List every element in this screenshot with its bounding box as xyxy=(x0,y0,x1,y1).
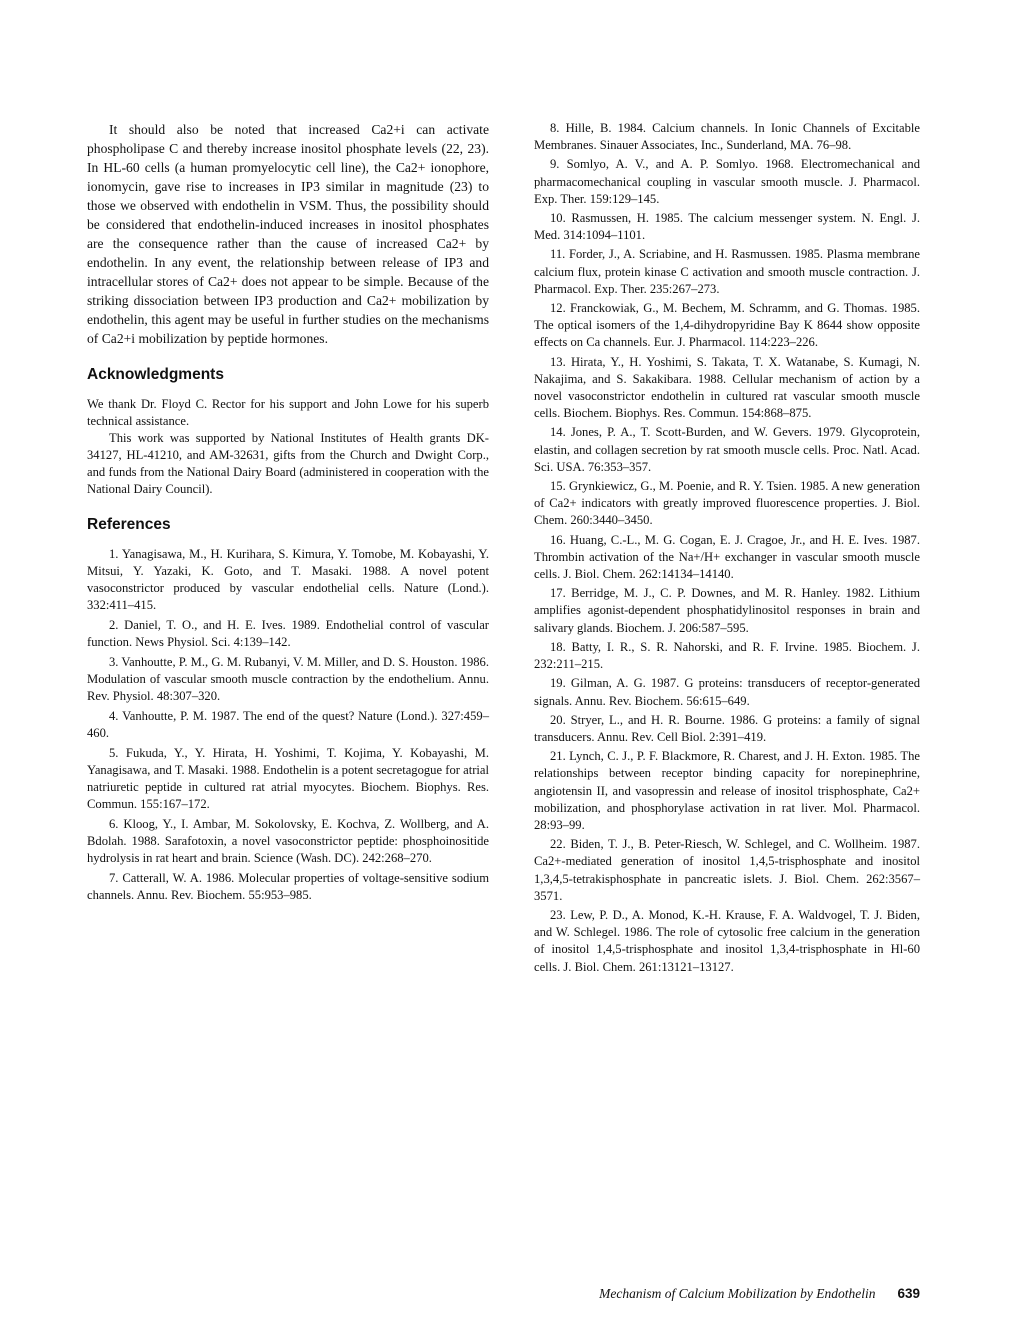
acknowledgments-paragraph: This work was supported by National Institutes of Health grants DK-34127, HL-41210, and AM-32631, gifts from the Church and Dwight Corp., and funds from the National Dairy Board (administered in cooperation with the National Dairy Council). xyxy=(87,431,489,496)
reference-item: 20. Stryer, L., and H. R. Bourne. 1986. G proteins: a family of signal transducers. Annu. Rev. Cell Biol. 2:391–419. xyxy=(534,712,920,744)
page-footer xyxy=(599,1286,920,1302)
reference-item: 13. Hirata, Y., H. Yoshimi, S. Takata, T. X. Watanabe, S. Kumagi, N. Nakajima, and S. Sakakibara. 1988. Cellular mechanism of action by a novel vasoconstrictor endothelin in cultured rat vascular smooth muscle cells. Biochem. Biophys. Res. Commun. 154:868–875. xyxy=(534,354,920,421)
reference-item: 8. Hille, B. 1984. Calcium channels. In Ionic Channels of Excitable Membranes. Sinauer Associates, Inc., Sunderland, MA. 76–98. xyxy=(534,121,920,153)
reference-item: 2. Daniel, T. O., and H. E. Ives. 1989. Endothelial control of vascular function. News Physiol. Sci. 4:139–142. xyxy=(87,618,489,649)
reference-item: 12. Franckowiak, G., M. Bechem, M. Schramm, and G. Thomas. 1985. The optical isomers of the 1,4-dihydropyridine Bay K 8644 show opposite effects on Ca channels. Eur. J. Pharmacol. 114:223–226. xyxy=(534,301,920,350)
reference-item: 15. Grynkiewicz, G., M. Poenie, and R. Y. Tsien. 1985. A new generation of Ca2+ indicators with greatly improved fluorescence properties. J. Biol. Chem. 260:3440–3450. xyxy=(534,479,920,528)
body-paragraph: It should also be noted that increased Ca2+i can activate phospholipase C and thereby increase inositol phosphate levels (22, 23). In HL-60 cells (a human promyelocytic cell line), the Ca2+ ionophore, ionomycin, gave rise to increases in IP3 similar in magnitude (23) to those we observed with endothelin in VSM. Thus, the possibility should be considered that endothelin-induced increases in inositol phosphates are the consequence rather than the cause of increased Ca2+ by endothelin. In any event, the relationship between release of IP3 and intracellular stores of Ca2+ does not appear to be simple. Because of the striking dissociation between IP3 production and Ca2+ mobilization by endothelin, this agent may be useful in further studies on the mechanisms of Ca2+i mobilization by peptide hormones. xyxy=(87,122,489,346)
reference-item: 9. Somlyo, A. V., and A. P. Somlyo. 1968. Electromechanical and pharmacomechanical coupling in vascular smooth muscle. J. Pharmacol. Exp. Ther. 159:129–145. xyxy=(534,157,920,206)
left-column xyxy=(87,120,489,907)
reference-item: 17. Berridge, M. J., C. P. Downes, and M. R. Hanley. 1982. Lithium amplifies agonist-dependent phosphatidylinositol responses in brain and salivary glands. Biochem. J. 206:587–595. xyxy=(534,586,920,635)
reference-item: 16. Huang, C.-L., M. G. Cogan, E. J. Cragoe, Jr., and H. E. Ives. 1987. Thrombin activation of the Na+/H+ exchanger in vascular smooth muscle cells. J. Biol. Chem. 262:14134–14140. xyxy=(534,532,920,582)
right-column xyxy=(534,120,920,978)
reference-item: 22. Biden, T. J., B. Peter-Riesch, W. Schlegel, and C. Wollheim. 1987. Ca2+-mediated generation of inositol 1,4,5-trisphosphate and inositol 1,3,4,5-tetrakisphosphate in pancreatic islets. J. Biol. Chem. 262:3567–3571. xyxy=(534,837,920,903)
reference-item: 11. Forder, J., A. Scriabine, and H. Rasmussen. 1985. Plasma membrane calcium flux, protein kinase C activation and smooth muscle contraction. J. Pharmacol. Exp. Ther. 235:267–273. xyxy=(534,247,920,296)
reference-item: 4. Vanhoutte, P. M. 1987. The end of the quest? Nature (Lond.). 327:459–460. xyxy=(87,709,489,740)
reference-item: 5. Fukuda, Y., Y. Hirata, H. Yoshimi, T. Kojima, Y. Kobayashi, M. Yanagisawa, and T. Masaki. 1988. Endothelin is a potent secretagogue for atrial natriuretic peptide in cultured rat atrial myocytes. Biochem. Biophys. Res. Commun. 155:167–172. xyxy=(87,746,489,811)
acknowledgments-paragraph: We thank Dr. Floyd C. Rector for his support and John Lowe for his superb technical assistance. xyxy=(87,397,489,428)
reference-item: 7. Catterall, W. A. 1986. Molecular properties of voltage-sensitive sodium channels. Annu. Rev. Biochem. 55:953–985. xyxy=(87,871,489,902)
acknowledgments-heading: Acknowledgments xyxy=(87,366,224,383)
reference-item: 19. Gilman, A. G. 1987. G proteins: transducers of receptor-generated signals. Annu. Rev. Biochem. 56:615–649. xyxy=(534,676,920,708)
reference-item: 3. Vanhoutte, P. M., G. M. Rubanyi, V. M. Miller, and D. S. Houston. 1986. Modulation of vascular smooth muscle contraction by the endothelium. Annu. Rev. Physiol. 48:307–320. xyxy=(87,655,489,703)
reference-item: 14. Jones, P. A., T. Scott-Burden, and W. Gevers. 1979. Glycoprotein, elastin, and collagen secretion by rat smooth muscle cells. Proc. Natl. Acad. Sci. USA. 76:353–357. xyxy=(534,425,920,474)
page-number: 639 xyxy=(897,1286,920,1301)
reference-item: 1. Yanagisawa, M., H. Kurihara, S. Kimura, Y. Tomobe, M. Kobayashi, Y. Mitsui, Y. Yazaki, K. Goto, and T. Masaki. 1988. A novel potent vasoconstrictor produced by vascular endothelial cells. Nature (Lond.). 332:411–415. xyxy=(87,547,489,612)
reference-item: 21. Lynch, C. J., P. F. Blackmore, R. Charest, and J. H. Exton. 1985. The relationships between receptor binding capacity for norepinephrine, angiotensin II, and vasopressin and release of inositol trisphosphate, Ca2+ mobilization, and phosphorylase activation in rat liver. Mol. Pharmacol. 28:93–99. xyxy=(534,749,920,832)
reference-item: 6. Kloog, Y., I. Ambar, M. Sokolovsky, E. Kochva, Z. Wollberg, and A. Bdolah. 1988. Sarafotoxin, a novel vasoconstrictor peptide: phosphoinositide hydrolysis in rat heart and brain. Science (Wash. DC). 242:268–270. xyxy=(87,817,489,865)
references-heading: References xyxy=(87,516,171,533)
running-title: Mechanism of Calcium Mobilization by Endothelin xyxy=(599,1286,876,1301)
reference-item: 10. Rasmussen, H. 1985. The calcium messenger system. N. Engl. J. Med. 314:1094–1101. xyxy=(534,211,920,243)
reference-item: 18. Batty, I. R., S. R. Nahorski, and R. F. Irvine. 1985. Biochem. J. 232:211–215. xyxy=(534,639,920,672)
reference-item: 23. Lew, P. D., A. Monod, K.-H. Krause, F. A. Waldvogel, T. J. Biden, and W. Schlegel. 1986. The role of cytosolic free calcium in the generation of inositol 1,4,5-trisphosphate and inositol 1,3,4-trisphosphate in Hl-60 cells. J. Biol. Chem. 261:13121–13127. xyxy=(534,907,920,974)
